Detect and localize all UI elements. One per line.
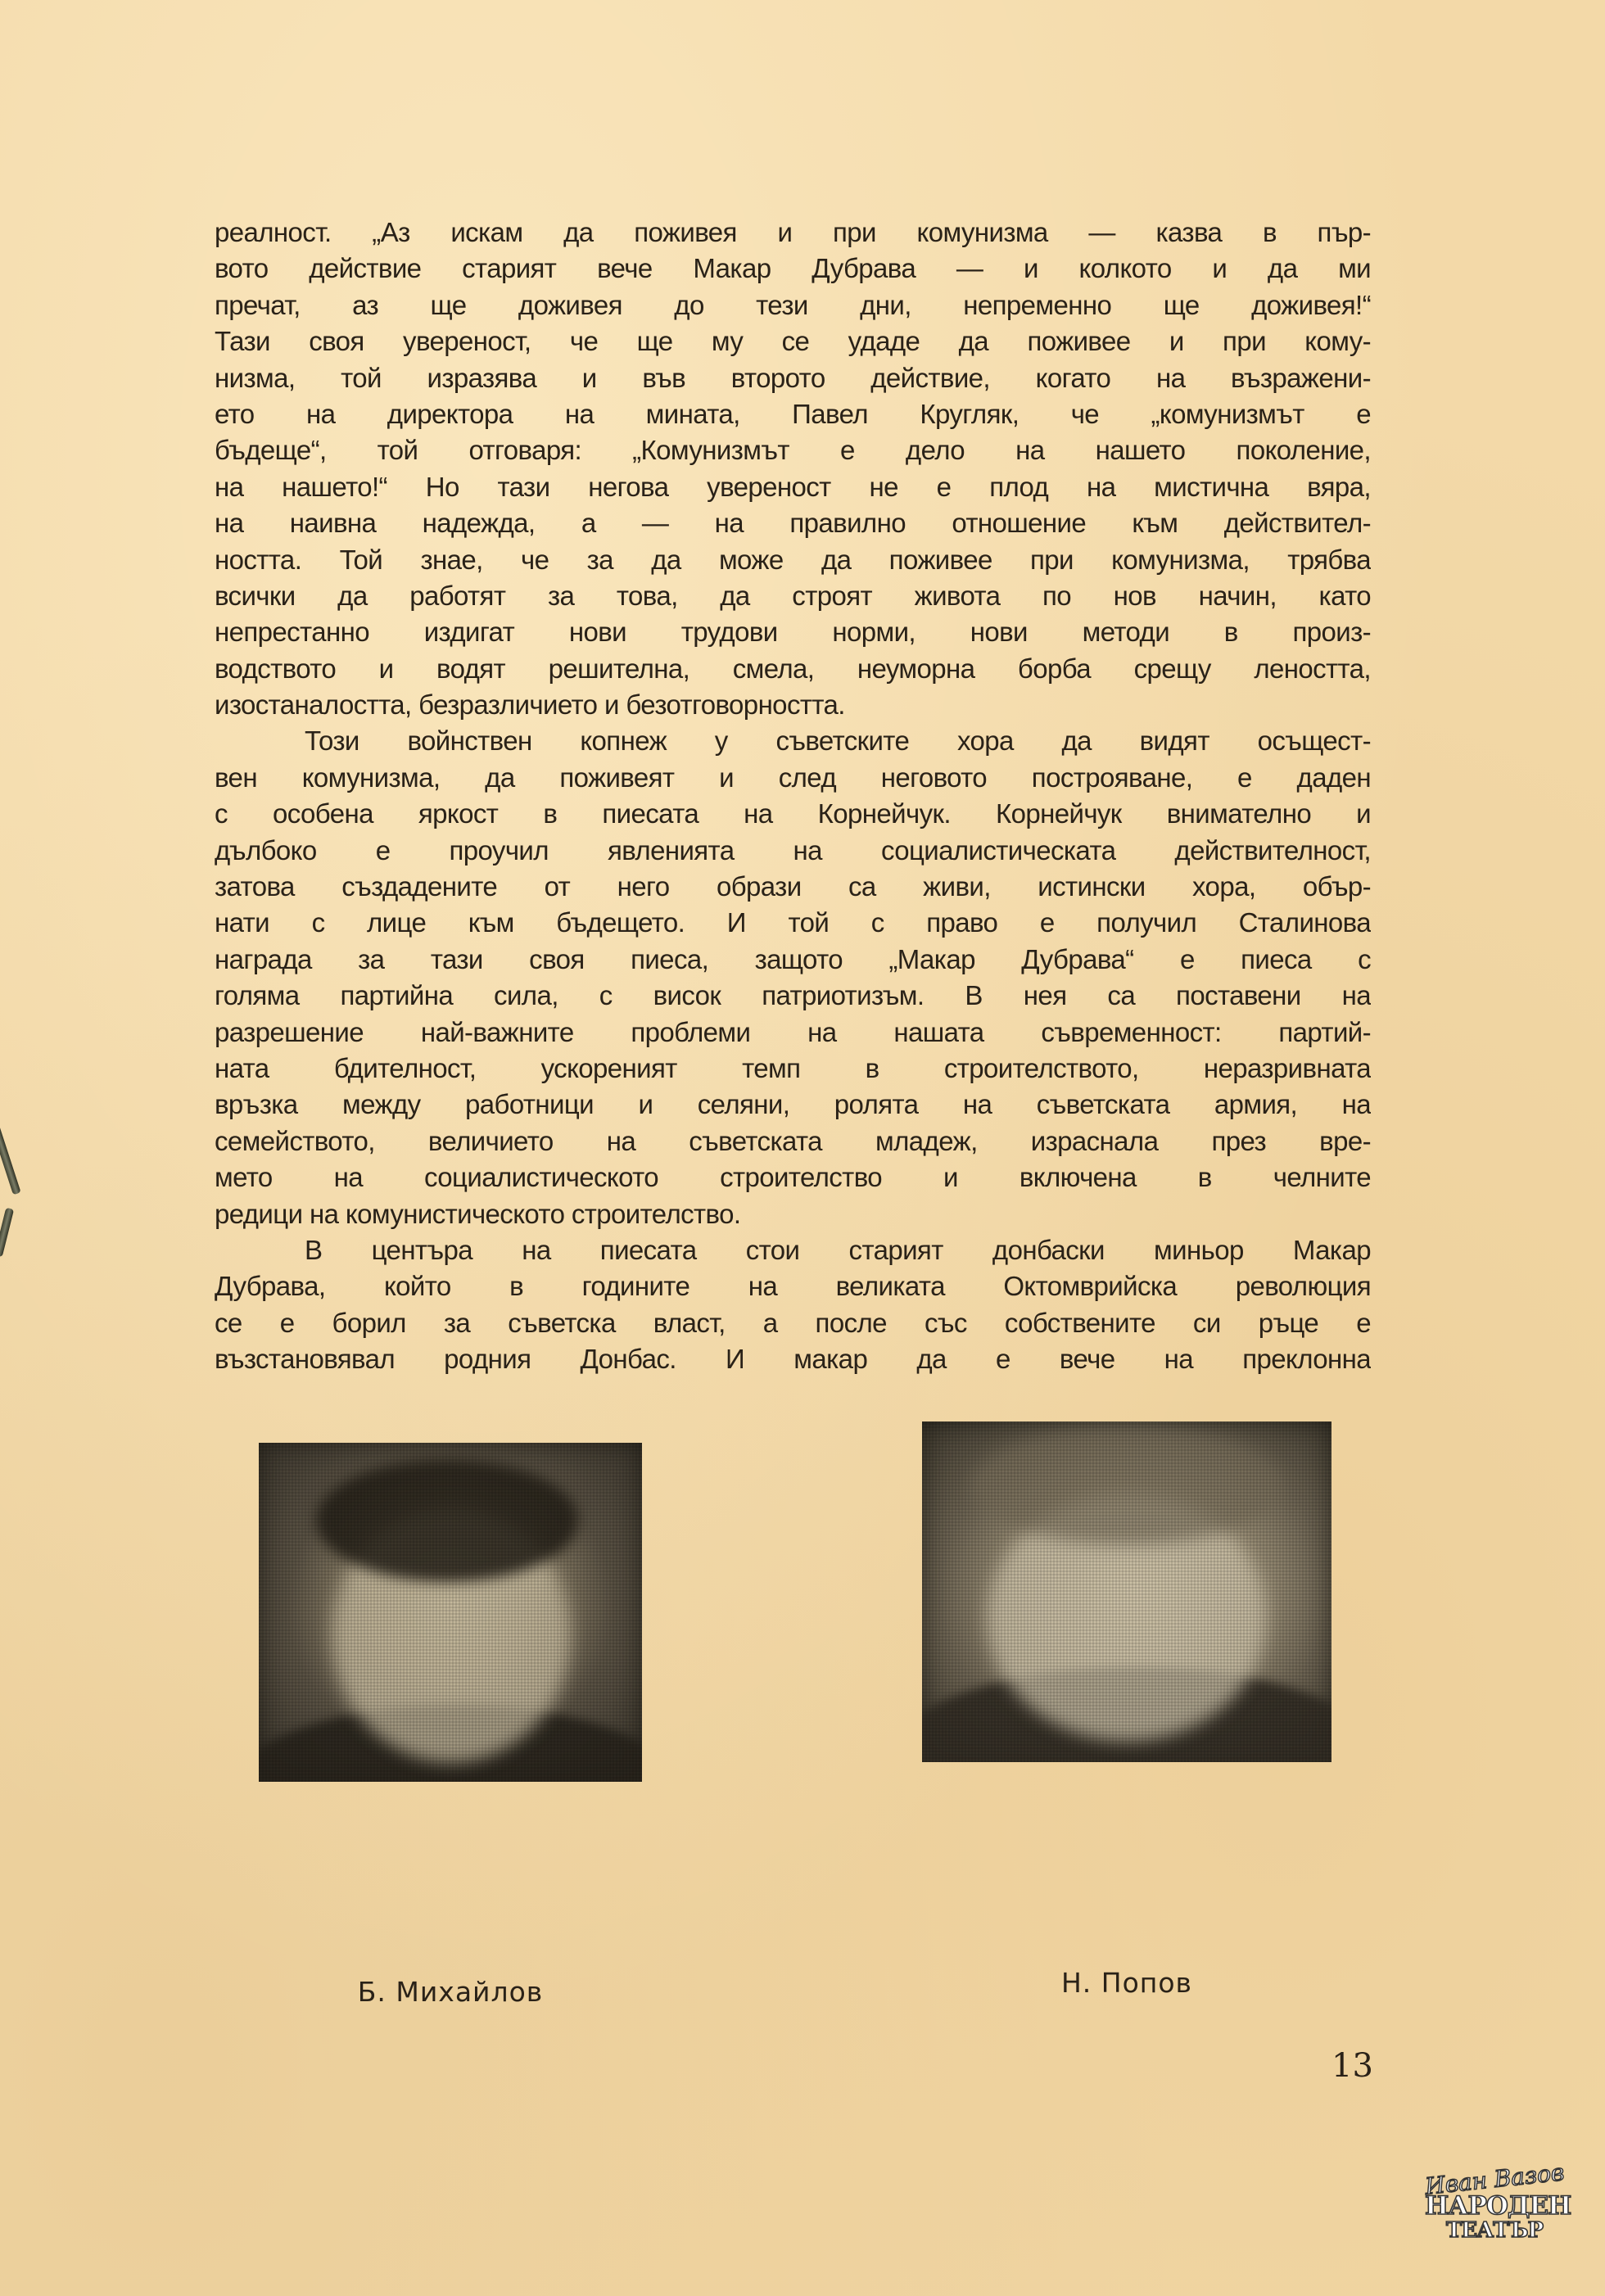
text-line: ето на директора на мината, Павел Кругляк, че „комунизмът е xyxy=(215,398,1371,429)
text-line: мето на социалистическото строителство и включена в челните xyxy=(215,1162,1371,1193)
text-line: всички да работят за това, да строят живота по нов начин, като xyxy=(215,580,1371,611)
text-line: непрестанно издигат нови трудови норми, нови методи в произ- xyxy=(215,617,1371,648)
photo-caption: Б. Михайлов xyxy=(357,1976,544,2008)
text-line: Тази своя увереност, че ще му се удаде да поживее и при кому- xyxy=(215,326,1371,357)
text-line: ната бдителност, ускореният темп в строителството, неразривната xyxy=(215,1052,1371,1083)
article-body xyxy=(215,215,1371,1378)
text-line: разрешение най-важните проблеми на нашата съвременност: партий- xyxy=(215,1016,1371,1047)
photo-shape xyxy=(988,1495,1266,1741)
text-line: пречат, аз ще доживея до тези дни, непременно ще доживея!“ xyxy=(215,289,1371,320)
staple-mark xyxy=(0,1123,21,1195)
photo-shape xyxy=(332,1508,570,1762)
text-line: изостаналостта, безразличието и безотговорността. xyxy=(215,689,845,721)
staple-mark xyxy=(0,1208,14,1258)
photo-shape xyxy=(971,1430,1282,1544)
photo-shape xyxy=(259,1705,642,1782)
text-line: ността. Той знае, че за да може да поживее при комунизма, трябва xyxy=(215,544,1371,575)
text-line: реалност. „Аз искам да поживея и при комунизма — казва в пър- xyxy=(215,217,1371,247)
photo-shape xyxy=(316,1459,578,1582)
text-line: на наивна надежда, а — на правилно отношение към действител- xyxy=(215,508,1371,539)
portrait-photo-popov xyxy=(922,1421,1331,1762)
text-line: водството и водят решителна, смела, неуморна борба срещу леността, xyxy=(215,653,1371,684)
text-line: дълбоко е проучил явленията на социалистическата действителност, xyxy=(215,834,1371,866)
text-line: вен комунизма, да поживеят и след неговото построяване, е даден xyxy=(215,762,1371,793)
text-line: се е борил за съветска власт, а после със собствените си ръце е xyxy=(215,1307,1371,1338)
text-line: връзка между работници и селяни, ролята на съветската армия, на xyxy=(215,1089,1371,1120)
photo-caption: Н. Попов xyxy=(1060,1967,1192,1999)
theatre-logo xyxy=(1423,2158,1571,2243)
text-line: голяма партийна сила, с висок патриотизъм. В нея са поставени на xyxy=(215,980,1371,1011)
text-line: възстановявал родния Донбас. И макар да е вече на преклонна xyxy=(215,1344,1371,1375)
text-line: семейството, величието на съветската младеж, израснала през вре- xyxy=(215,1125,1371,1156)
text-line: затова създадените от него образи са живи, истински хора, обър- xyxy=(215,871,1371,902)
paragraph-start-line: В центъра на пиесата стои старият донбаски миньор Макар xyxy=(305,1234,1371,1265)
paragraph-start-line: Този войнствен копнеж у съветските хора да видят осъщест- xyxy=(305,725,1371,757)
text-line: бъдеще“, той отговаря: „Комунизмът е дело на нашето поколение, xyxy=(215,435,1371,466)
text-line: нати с лице към бъдещето. И той с право е получил Сталинова xyxy=(215,907,1371,938)
page-number: 13 xyxy=(1331,2047,1373,2085)
text-line: редици на комунистическото строителство. xyxy=(215,1198,741,1229)
text-line: на нашето!“ Но тази негова увереност не е плод на мистична вяра, xyxy=(215,471,1371,502)
portrait-photo-mikhaylov xyxy=(259,1443,642,1782)
logo-text-line: ТЕАТЪР xyxy=(1445,2218,1544,2243)
text-line: с особена яркост в пиесата на Корнейчук. Корнейчук внимателно и xyxy=(215,798,1371,829)
logo-signature: Иван Вазов xyxy=(1423,2158,1566,2200)
logo-text-line: НАРОДЕН xyxy=(1425,2191,1571,2221)
text-line: вото действие старият вече Макар Дубрава — и колкото и да ми xyxy=(215,253,1371,284)
text-line: награда за тази своя пиеса, защото „Макар Дубрава“ е пиеса с xyxy=(215,943,1371,974)
photo-shape xyxy=(922,1667,1331,1762)
text-line: Дубрава, който в годините на великата Октомврийска революция xyxy=(215,1271,1371,1302)
text-line: низма, той изразява и във второто действие, когато на възражени- xyxy=(215,362,1371,393)
